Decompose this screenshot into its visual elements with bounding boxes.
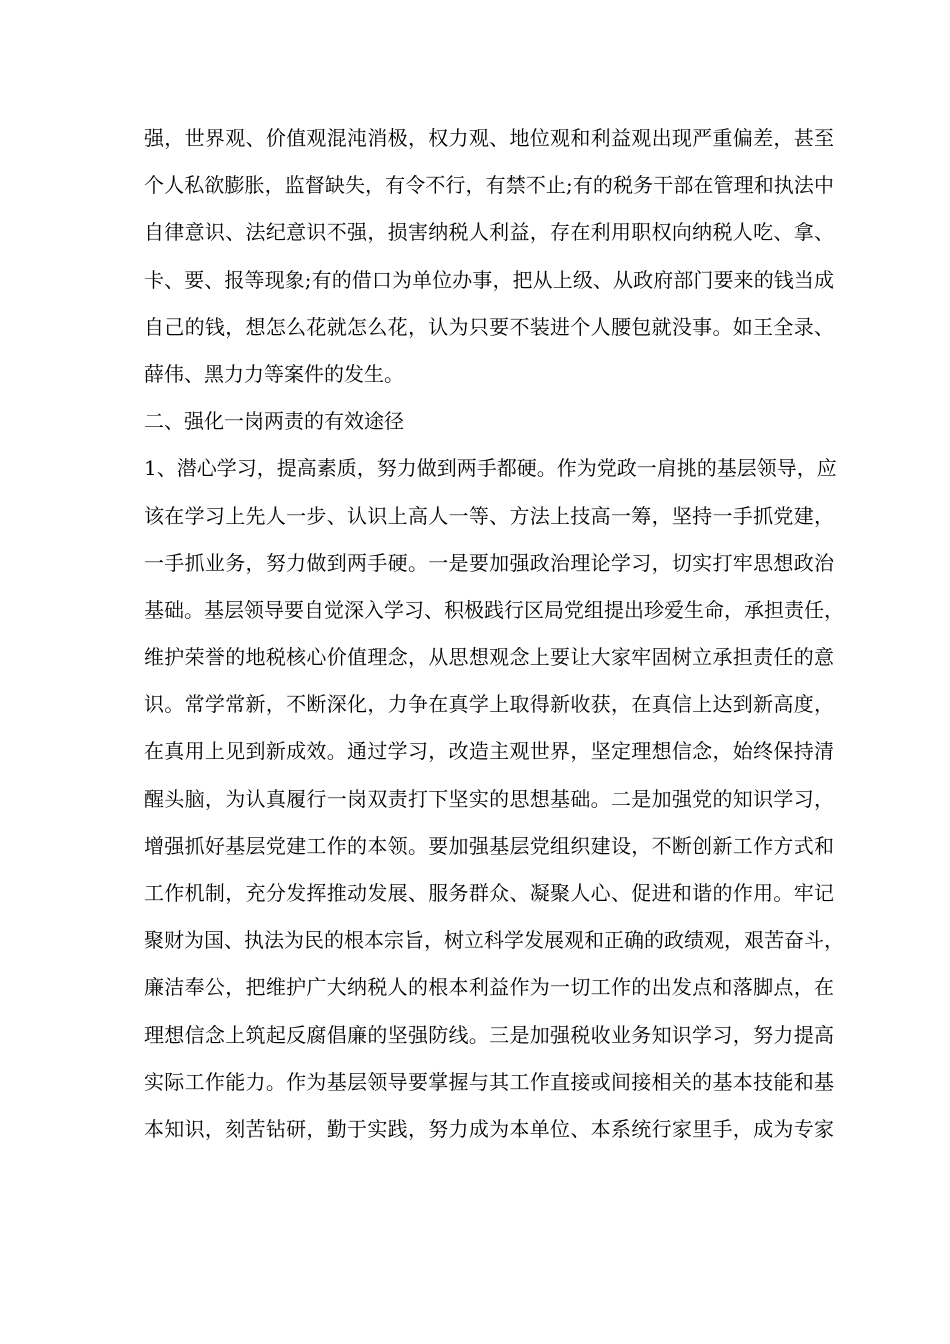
text-line: 增强抓好基层党建工作的本领。要加强基层党组织建设，不断创新工作方式和	[144, 833, 834, 858]
text-line: 卡、要、报等现象;有的借口为单位办事，把从上级、从政府部门要来的钱当成	[144, 267, 834, 292]
section-heading: 二、强化一岗两责的有效途径	[144, 409, 404, 434]
text-line: 该在学习上先人一步、认识上高人一等、方法上技高一筹，坚持一手抓党建，	[144, 503, 834, 528]
text-line: 强，世界观、价值观混沌消极，权力观、地位观和利益观出现严重偏差，甚至	[144, 126, 834, 150]
text-line: 在真用上见到新成效。通过学习，改造主观世界，坚定理想信念，始终保持清	[144, 739, 834, 764]
text-line: 工作机制，充分发挥推动发展、服务群众、凝聚人心、促进和谐的作用。牢记	[144, 881, 834, 905]
text-line: 识。常学常新，不断深化，力争在真学上取得新收获，在真信上达到新高度，	[144, 692, 834, 717]
text-line: 实际工作能力。作为基层领导要掌握与其工作直接或间接相关的基本技能和基	[144, 1069, 834, 1094]
text-line: 基础。基层领导要自觉深入学习、积极践行区局党组提出珍爱生命，承担责任，	[144, 597, 844, 622]
text-line: 维护荣誉的地税核心价值理念，从思想观念上要让大家牢固树立承担责任的意	[144, 645, 834, 670]
text-line: 1、潜心学习，提高素质，努力做到两手都硬。作为党政一肩挑的基层领导，应	[144, 456, 837, 481]
text-line: 聚财为国、执法为民的根本宗旨，树立科学发展观和正确的政绩观，艰苦奋斗，	[144, 928, 844, 953]
document-body	[144, 119, 844, 1157]
text-line: 醒头脑，为认真履行一岗双责打下坚实的思想基础。二是加强党的知识学习，	[144, 786, 834, 811]
text-line: 廉洁奉公，把维护广大纳税人的根本利益作为一切工作的出发点和落脚点，在	[144, 975, 834, 1000]
text-line: 自己的钱，想怎么花就怎么花，认为只要不装进个人腰包就没事。如王全录、	[144, 314, 834, 339]
text-line: 自律意识、法纪意识不强，损害纳税人利益，存在利用职权向纳税人吃、拿、	[144, 220, 834, 245]
text-line: 一手抓业务，努力做到两手硬。一是要加强政治理论学习，切实打牢思想政治	[144, 550, 834, 575]
text-line: 本知识，刻苦钻研，勤于实践，努力成为本单位、本系统行家里手，成为专家	[144, 1116, 834, 1141]
text-line: 理想信念上筑起反腐倡廉的坚强防线。三是加强税收业务知识学习，努力提高	[144, 1022, 834, 1047]
text-line: 薛伟、黑力力等案件的发生。	[144, 361, 404, 386]
text-line: 个人私欲膨胀，监督缺失，有令不行，有禁不止;有的税务干部在管理和执法中	[144, 173, 834, 198]
